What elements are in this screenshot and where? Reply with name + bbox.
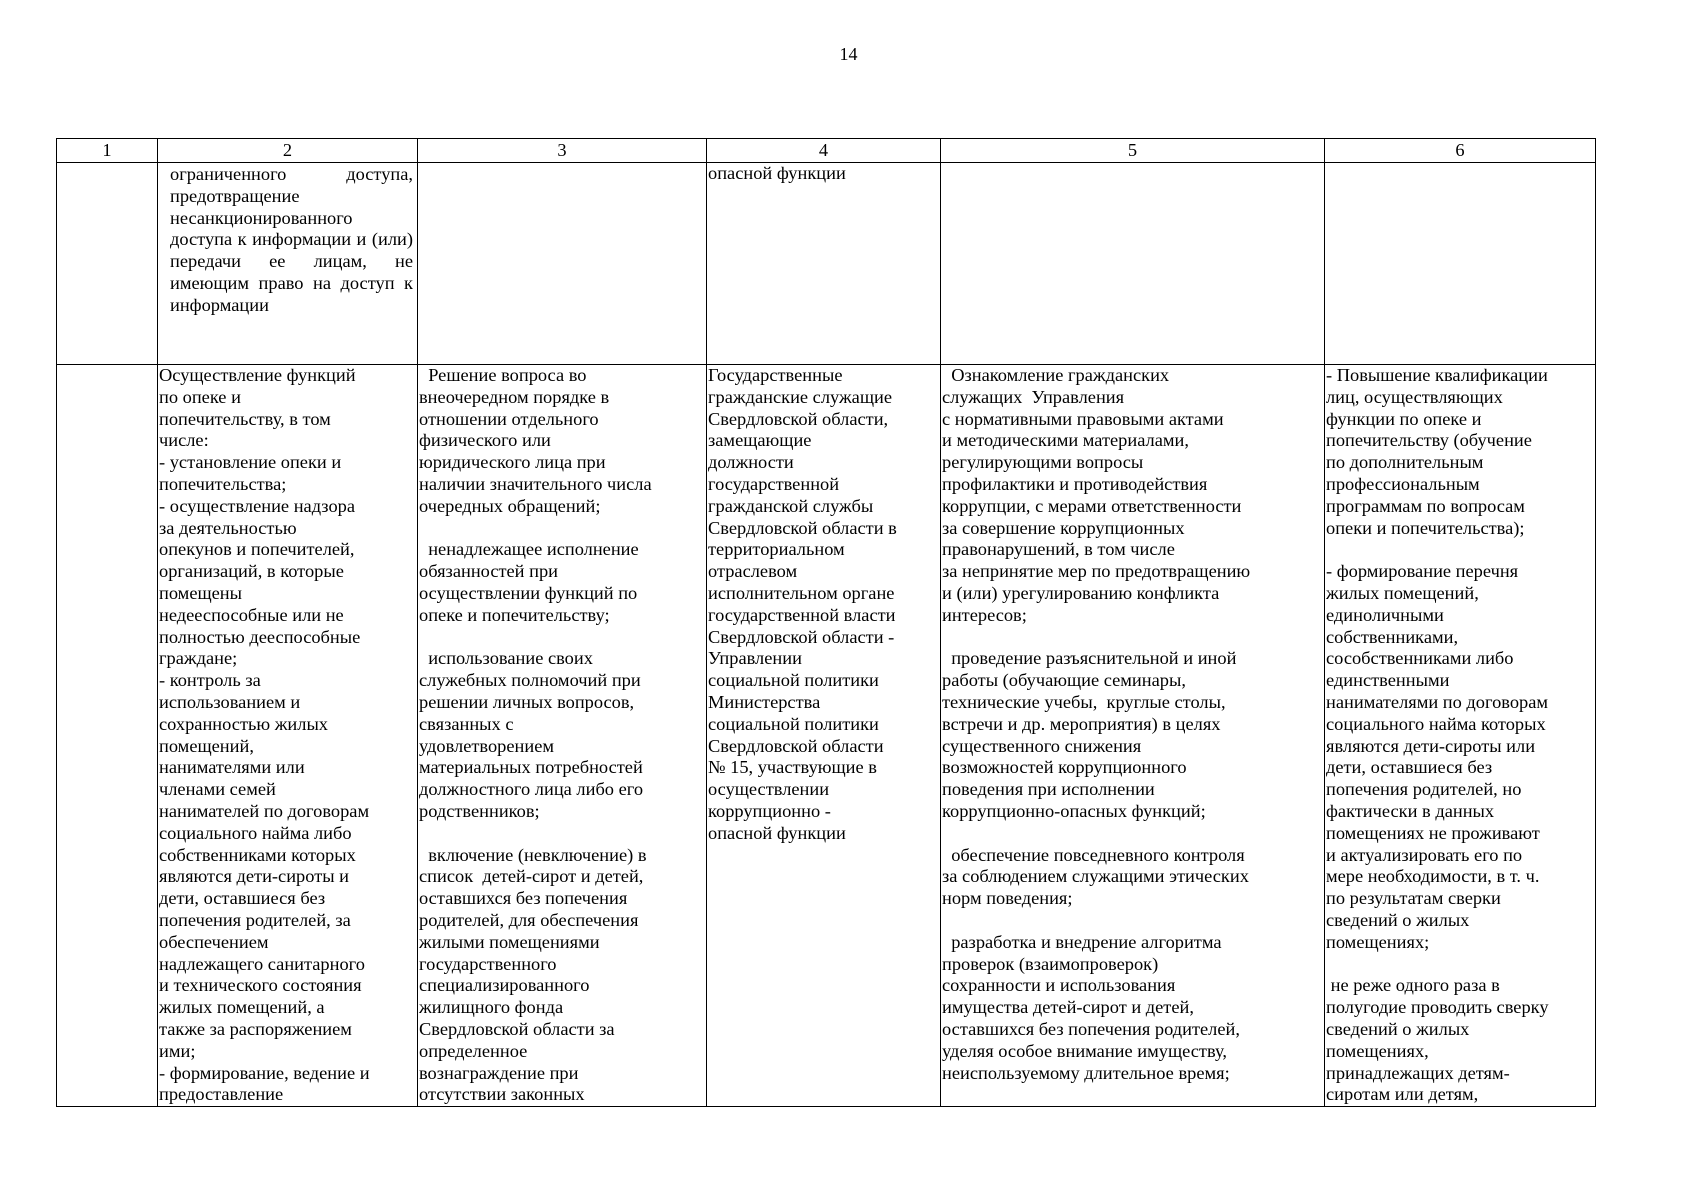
cell-text-line: предоставление: [159, 1084, 284, 1105]
cell-text-line: Управлении: [708, 648, 802, 669]
row1-col4-cell: опасной функции: [707, 163, 941, 365]
cell-text-line: регулирующими вопросы: [942, 452, 1144, 473]
cell-text-line: родителей, для обеспечения: [419, 909, 639, 930]
cell-text-line: неиспользуемому длительное время;: [942, 1062, 1230, 1083]
cell-text-line: решении личных вопросов,: [419, 691, 635, 712]
cell-text-line: встречи и др. мероприятия) в целях: [942, 713, 1221, 734]
cell-text-line: жилых помещений,: [1326, 582, 1479, 603]
column-header-6: 6: [1325, 139, 1596, 163]
cell-text-line: Свердловской области -: [708, 626, 895, 647]
cell-text-line: сохранности и использования: [942, 975, 1176, 996]
page-number: 14: [839, 44, 858, 64]
cell-text-line: государственного: [419, 953, 557, 974]
cell-text-line: государственной власти: [708, 604, 896, 625]
cell-text-line: - формирование перечня: [1326, 561, 1519, 582]
cell-text-line: коррупционно -: [708, 800, 831, 821]
cell-text-line: правонарушений, в том числе: [942, 539, 1175, 560]
cell-text-line: сведений о жилых: [1326, 1018, 1470, 1039]
cell-text-line: работы (обучающие семинары,: [942, 670, 1186, 691]
cell-text-line: помещениях,: [1326, 1040, 1429, 1061]
cell-text-line: опасной функции: [708, 822, 846, 843]
cell-text-line: и методическими материалами,: [942, 430, 1189, 451]
cell-text-line: обеспечение повседневного контроля: [942, 844, 1245, 865]
cell-text-line: гражданские служащие: [708, 386, 892, 407]
cell-text-line: осуществлении: [708, 779, 830, 800]
cell-text-line: за соблюдением служащими этических: [942, 866, 1249, 887]
cell-text-line: нанимателей по договорам: [159, 800, 370, 821]
cell-text-line: Министерства: [708, 691, 821, 712]
cell-text-line: нанимателями или: [159, 757, 305, 778]
cell-text-line: попечительства;: [159, 473, 287, 494]
cell-text-line: социальной политики: [708, 670, 879, 691]
cell-text-line: ими;: [159, 1040, 196, 1061]
cell-text-line: должностного лица либо его: [419, 779, 644, 800]
cell-text-line: наличии значительного числа: [419, 473, 652, 494]
cell-text-line: Свердловской области,: [708, 408, 889, 429]
cell-text-line: Ознакомление гражданских: [942, 365, 1170, 385]
cell-text-line: удовлетворением: [419, 735, 555, 756]
cell-text-line: социального найма которых: [1326, 713, 1546, 734]
cell-text-line: и актуализировать его по: [1326, 844, 1523, 865]
cell-text-line: дети, оставшиеся без: [1326, 757, 1493, 778]
cell-text-line: отношении отдельного: [419, 408, 599, 429]
cell-text-line: опеки и попечительства);: [1326, 517, 1525, 538]
table-row: [57, 163, 1596, 365]
cell-text-line: сособственниками либо: [1326, 648, 1514, 669]
cell-text-line: отраслевом: [708, 561, 798, 582]
row2-col3-cell: [418, 365, 707, 1107]
cell-text-line: полностью дееспособные: [159, 626, 361, 647]
cell-text-line: территориальном: [708, 539, 845, 560]
cell-text-line: [942, 627, 1323, 649]
cell-text-line: - установление опеки и: [159, 452, 342, 473]
measures-table: [56, 138, 1596, 1107]
cell-text-line: Свердловской области за: [419, 1018, 615, 1039]
cell-text-line: определенное: [419, 1040, 528, 1061]
cell-text-line: исполнительном органе: [708, 582, 895, 603]
cell-text-line: очередных обращений;: [419, 495, 601, 516]
cell-text-line: жилищного фонда: [419, 997, 564, 1018]
cell-text-line: Решение вопроса во: [419, 365, 587, 385]
cell-text-line: разработка и внедрение алгоритма: [942, 931, 1222, 952]
cell-text-line: лиц, осуществляющих: [1326, 386, 1503, 407]
cell-text-line: - Повышение квалификации: [1326, 365, 1548, 385]
cell-text-line: являются дети-сироты или: [1326, 735, 1536, 756]
cell-text-line: за совершение коррупционных: [942, 517, 1185, 538]
cell-text-line: граждане;: [159, 648, 238, 669]
cell-text-line: не реже одного раза в: [1326, 975, 1500, 996]
cell-text-line: с нормативными правовыми актами: [942, 408, 1224, 429]
cell-text-line: возможностей коррупционного: [942, 757, 1187, 778]
cell-text-line: по результатам сверки: [1326, 888, 1501, 909]
cell-text-line: физического или: [419, 430, 551, 451]
cell-text-line: юридического лица при: [419, 452, 606, 473]
cell-text-line: отсутствии законных: [419, 1084, 585, 1105]
cell-text-line: полугодие проводить сверку: [1326, 997, 1549, 1018]
cell-text-line: принадлежащих детям-: [1326, 1062, 1510, 1083]
row1-col1-cell: [57, 163, 158, 365]
cell-text-line: коррупционно-опасных функций;: [942, 800, 1206, 821]
cell-text-line: надлежащего санитарного: [159, 953, 365, 974]
cell-text-line: связанных с: [419, 713, 514, 734]
cell-text-line: собственниками,: [1326, 626, 1459, 647]
cell-text-line: ненадлежащее исполнение: [419, 539, 639, 560]
cell-text-line: попечительству (обучение: [1326, 430, 1532, 451]
cell-text-line: [942, 823, 1323, 845]
cell-text-line: сведений о жилых: [1326, 909, 1470, 930]
cell-text-line: опекунов и попечителей,: [159, 539, 355, 560]
cell-text-line: использование своих: [419, 648, 593, 669]
cell-text-line: служащих Управления: [942, 386, 1125, 407]
cell-text-line: помещены: [159, 582, 243, 603]
cell-text-line: попечительству, в том: [159, 408, 331, 429]
cell-text-line: поведения при исполнении: [942, 779, 1155, 800]
cell-text-line: [1326, 954, 1594, 976]
cell-text-line: по опеке и: [159, 386, 241, 407]
column-header-4: 4: [707, 139, 941, 163]
cell-text-line: жилых помещений, а: [159, 997, 325, 1018]
cell-text-line: жилыми помещениями: [419, 931, 600, 952]
cell-text-line: технические учебы, круглые столы,: [942, 691, 1226, 712]
cell-text-line: должности: [708, 452, 794, 473]
cell-text-line: оставшихся без попечения родителей,: [942, 1018, 1240, 1039]
cell-text-line: опеке и попечительству;: [419, 604, 610, 625]
column-header-3: 3: [418, 139, 707, 163]
cell-text-line: родственников;: [419, 800, 540, 821]
cell-text-line: Осуществление функций: [159, 365, 356, 385]
cell-text-line: включение (невключение) в: [419, 844, 647, 865]
cell-text-line: недееспособные или не: [159, 604, 344, 625]
cell-text-line: вознаграждение при: [419, 1062, 579, 1083]
cell-text-line: служебных полномочий при: [419, 670, 641, 691]
cell-text-line: помещений,: [159, 735, 254, 756]
cell-text-line: осуществлении функций по: [419, 582, 638, 603]
cell-text-line: обязанностей при: [419, 561, 558, 582]
cell-text-line: материальных потребностей: [419, 757, 643, 778]
row1-col6-cell: [1325, 163, 1596, 365]
cell-text-line: организаций, в которые: [159, 561, 344, 582]
cell-text-line: числе:: [159, 430, 209, 451]
cell-text-line: - осуществление надзора: [159, 495, 355, 516]
cell-text-line: единоличными: [1326, 604, 1444, 625]
cell-text-line: Свердловской области: [708, 735, 884, 756]
column-number-row: [57, 139, 1596, 163]
cell-text-line: использованием и: [159, 691, 301, 712]
cell-text-line: интересов;: [942, 604, 1027, 625]
cell-text-line: проверок (взаимопроверок): [942, 953, 1159, 974]
cell-text-line: единственными: [1326, 670, 1450, 691]
cell-text-line: специализированного: [419, 975, 590, 996]
cell-text-line: Государственные: [708, 365, 843, 385]
cell-text-line: профилактики и противодействия: [942, 473, 1208, 494]
cell-text-line: уделяя особое внимание имуществу,: [942, 1040, 1227, 1061]
row1-col5-cell: [941, 163, 1325, 365]
cell-text-line: [942, 910, 1323, 932]
cell-text-line: программам по вопросам: [1326, 495, 1525, 516]
cell-text-line: социального найма либо: [159, 822, 352, 843]
cell-text-line: [419, 518, 705, 540]
cell-text-line: - контроль за: [159, 670, 261, 691]
cell-text-line: проведение разъяснительной и иной: [942, 648, 1237, 669]
cell-text-line: коррупции, с мерами ответственности: [942, 495, 1242, 516]
row2-col1-cell: [57, 365, 158, 1107]
cell-text-line: сиротам или детям,: [1326, 1084, 1479, 1105]
cell-text-line: список детей-сирот и детей,: [419, 866, 644, 887]
cell-text-line: попечения родителей, но: [1326, 779, 1522, 800]
cell-text-line: существенного снижения: [942, 735, 1142, 756]
row2-col6-cell: [1325, 365, 1596, 1107]
cell-text-line: сохранностью жилых: [159, 713, 328, 734]
cell-text-line: мере необходимости, в т. ч.: [1326, 866, 1540, 887]
cell-text-line: [419, 823, 705, 845]
column-header-1: 1: [57, 139, 158, 163]
row1-col2-cell: ограниченного доступа, предотвращение несанкционированного доступа к информации и (или) передачи ее лицам, не имеющим право на доступ к информации: [158, 163, 418, 365]
cell-text-line: членами семей: [159, 779, 276, 800]
cell-text-line: социальной политики: [708, 713, 879, 734]
cell-text-line: собственниками которых: [159, 844, 356, 865]
table-row: [57, 365, 1596, 1107]
cell-text-line: являются дети-сироты и: [159, 866, 350, 887]
row2-col2-cell: [158, 365, 418, 1107]
column-header-5: 5: [941, 139, 1325, 163]
cell-text-line: замещающие: [708, 430, 812, 451]
row2-col5-cell: [941, 365, 1325, 1107]
cell-text-line: дети, оставшиеся без: [159, 888, 326, 909]
cell-text-line: за деятельностью: [159, 517, 297, 538]
cell-text-line: государственной: [708, 473, 840, 494]
cell-text-line: нанимателями по договорам: [1326, 691, 1549, 712]
cell-text-line: профессиональным: [1326, 473, 1480, 494]
cell-text-line: № 15, участвующие в: [708, 757, 877, 778]
cell-text-line: помещениях не проживают: [1326, 822, 1540, 843]
cell-text-line: внеочередном порядке в: [419, 386, 610, 407]
cell-text-line: фактически в данных: [1326, 800, 1495, 821]
cell-text-line: попечения родителей, за: [159, 909, 351, 930]
cell-text-line: [419, 627, 705, 649]
cell-text-line: функции по опеке и: [1326, 408, 1482, 429]
row2-col4-cell: [707, 365, 941, 1107]
cell-text-line: норм поведения;: [942, 888, 1073, 909]
cell-text-line: помещениях;: [1326, 931, 1430, 952]
cell-text-line: - формирование, ведение и: [159, 1062, 370, 1083]
cell-text-line: Свердловской области в: [708, 517, 897, 538]
row1-col3-cell: [418, 163, 707, 365]
cell-text-line: оставшихся без попечения: [419, 888, 628, 909]
cell-text-line: и технического состояния: [159, 975, 362, 996]
cell-text-line: имущества детей-сирот и детей,: [942, 997, 1194, 1018]
column-header-2: 2: [158, 139, 418, 163]
cell-text-line: за непринятие мер по предотвращению: [942, 561, 1251, 582]
cell-text-line: [1326, 539, 1594, 561]
cell-text-line: и (или) урегулированию конфликта: [942, 582, 1220, 603]
cell-text-line: гражданской службы: [708, 495, 874, 516]
cell-text-line: также за распоряжением: [159, 1018, 352, 1039]
cell-text-line: обеспечением: [159, 931, 269, 952]
cell-text-line: по дополнительным: [1326, 452, 1484, 473]
